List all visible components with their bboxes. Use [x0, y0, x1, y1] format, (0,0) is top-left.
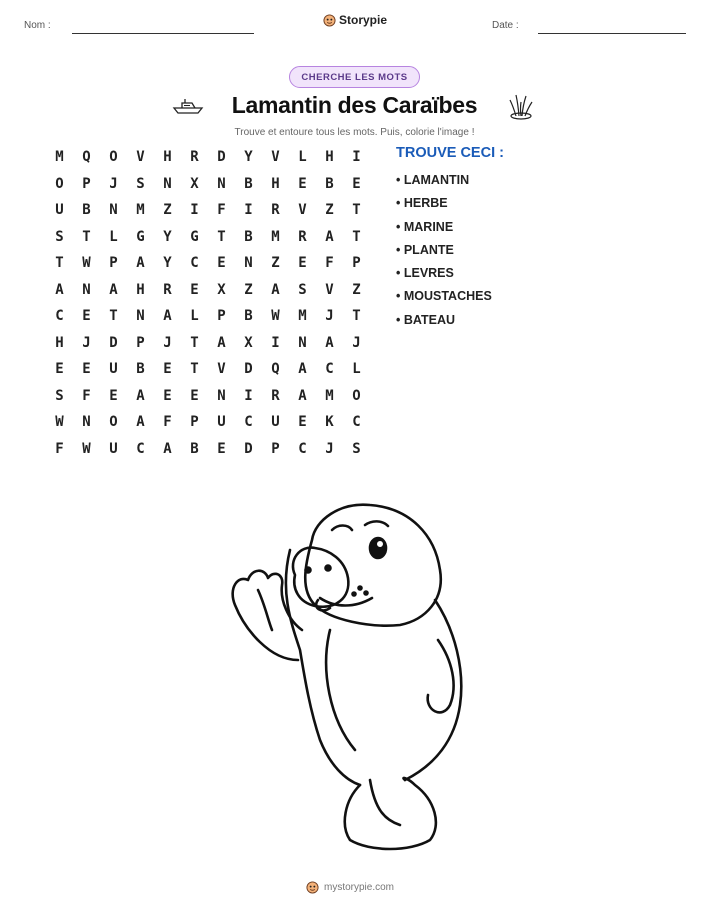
- grid-letter: N: [82, 281, 91, 298]
- grid-letter: E: [298, 255, 307, 271]
- grid-letter: A: [298, 361, 307, 377]
- grid-letter: T: [109, 308, 118, 324]
- grid-letter: I: [271, 334, 280, 351]
- grid-letter: P: [136, 334, 145, 351]
- grid-letter: F: [82, 387, 91, 404]
- grid-letter: U: [109, 361, 118, 377]
- grid-letter: D: [244, 361, 253, 377]
- grid-letter: T: [352, 308, 361, 324]
- storypie-logo-icon: [306, 881, 319, 894]
- grid-letter: M: [271, 228, 280, 245]
- grid-letter: H: [55, 334, 64, 351]
- grid-letter: F: [163, 414, 172, 430]
- grid-letter: H: [163, 149, 172, 165]
- grid-letter: O: [55, 175, 64, 192]
- grid-letter: W: [82, 255, 91, 271]
- grid-letter: D: [109, 334, 118, 351]
- grid-letter: S: [298, 281, 307, 298]
- grid-letter: N: [217, 387, 226, 404]
- grid-letter: C: [325, 361, 334, 377]
- grid-letter: B: [244, 228, 253, 245]
- grid-letter: E: [190, 281, 199, 298]
- grid-letter: R: [271, 202, 280, 218]
- grid-letter: U: [217, 414, 226, 430]
- grid-letter: E: [298, 175, 307, 192]
- word-list-item: • MARINE: [396, 219, 454, 234]
- grid-letter: R: [163, 281, 172, 298]
- grid-letter: V: [136, 149, 145, 165]
- grid-letter: T: [55, 255, 64, 271]
- grid-letter: E: [298, 414, 307, 430]
- grid-letter: O: [109, 149, 118, 165]
- grid-letter: L: [352, 361, 361, 377]
- letter-grid: [46, 146, 370, 464]
- grid-letter: B: [136, 361, 145, 377]
- word-list: [396, 170, 492, 333]
- grid-letter: V: [217, 361, 226, 377]
- grid-letter: R: [271, 387, 280, 404]
- grid-letter: A: [163, 440, 172, 457]
- grid-letter: S: [55, 228, 64, 245]
- grid-letter: M: [55, 149, 64, 165]
- word-list-item: • HERBE: [396, 196, 448, 211]
- grid-letter: J: [82, 334, 91, 351]
- grid-letter: E: [217, 440, 226, 457]
- grid-letter: A: [109, 281, 118, 298]
- grid-letter: R: [190, 149, 199, 165]
- grid-letter: P: [271, 440, 280, 457]
- grid-letter: E: [82, 361, 91, 377]
- grid-letter: Z: [244, 281, 253, 298]
- grid-letter: O: [109, 414, 118, 430]
- grid-letter: Z: [163, 202, 172, 218]
- grid-letter: P: [109, 255, 118, 271]
- grid-letter: Y: [163, 255, 172, 271]
- name-line: [72, 33, 254, 34]
- name-label: Nom :: [24, 20, 51, 31]
- grid-letter: A: [55, 281, 64, 298]
- grid-letter: J: [163, 334, 172, 351]
- grid-letter: A: [325, 228, 334, 245]
- grid-letter: N: [298, 334, 307, 351]
- grid-letter: K: [325, 414, 334, 430]
- grid-letter: Y: [244, 149, 253, 165]
- grid-letter: G: [136, 228, 145, 245]
- grid-letter: X: [217, 281, 226, 298]
- page-title: Lamantin des Caraïbes: [231, 92, 478, 118]
- grid-letter: O: [352, 387, 361, 404]
- grid-letter: M: [136, 202, 145, 218]
- footer-site: mystorypie.com: [324, 882, 395, 893]
- grid-letter: N: [163, 175, 172, 192]
- grid-letter: T: [217, 228, 226, 245]
- grid-letter: E: [352, 175, 361, 192]
- grid-letter: V: [298, 202, 307, 218]
- grid-letter: B: [325, 175, 334, 192]
- grid-letter: E: [163, 361, 172, 377]
- puzzle-type-tag: CHERCHE LES MOTS: [289, 66, 420, 88]
- grid-letter: N: [217, 175, 226, 192]
- grid-letter: A: [136, 255, 145, 271]
- grid-letter: R: [298, 228, 307, 245]
- grid-letter: X: [244, 334, 253, 351]
- grid-letter: M: [298, 308, 307, 324]
- grid-letter: D: [244, 440, 253, 457]
- grid-letter: T: [352, 202, 361, 218]
- instructions: Trouve et entoure tous les mots. Puis, colorie l'image !: [234, 127, 475, 138]
- grid-letter: Q: [82, 149, 91, 165]
- brand-name: Storypie: [339, 13, 388, 27]
- grid-letter: H: [325, 149, 334, 165]
- grid-letter: H: [271, 175, 280, 192]
- grid-letter: H: [136, 281, 145, 298]
- grid-letter: G: [190, 228, 199, 245]
- grid-letter: L: [190, 308, 199, 324]
- grid-letter: E: [55, 361, 64, 377]
- grid-letter: A: [136, 414, 145, 430]
- grid-letter: L: [298, 149, 307, 165]
- grid-letter: S: [55, 387, 64, 404]
- grid-letter: Z: [352, 281, 361, 298]
- grid-letter: S: [352, 440, 361, 457]
- grid-letter: C: [352, 414, 361, 430]
- grid-letter: B: [244, 308, 253, 324]
- grid-letter: E: [217, 255, 226, 271]
- grid-letter: Z: [271, 255, 280, 271]
- grid-letter: E: [190, 387, 199, 404]
- word-list-item: • PLANTE: [396, 242, 454, 257]
- grid-letter: L: [109, 228, 118, 245]
- grid-letter: N: [244, 255, 253, 271]
- word-list-item: • LEVRES: [396, 266, 454, 281]
- grid-letter: P: [82, 175, 91, 192]
- grid-letter: W: [55, 414, 64, 430]
- grid-letter: C: [55, 308, 64, 324]
- grid-letter: T: [82, 228, 91, 245]
- grid-letter: N: [109, 202, 118, 218]
- grid-letter: J: [352, 334, 361, 351]
- grid-letter: V: [325, 281, 334, 298]
- grid-letter: C: [136, 440, 145, 457]
- grid-letter: T: [190, 361, 199, 377]
- grid-letter: B: [82, 202, 91, 218]
- grid-letter: A: [136, 387, 145, 404]
- manatee-coloring-illustration: [220, 480, 490, 860]
- grid-letter: F: [217, 202, 226, 218]
- footer: [306, 881, 394, 894]
- grid-letter: M: [325, 387, 334, 404]
- grid-letter: Q: [271, 361, 280, 377]
- grid-letter: X: [190, 175, 199, 192]
- grid-letter: P: [217, 308, 226, 324]
- grid-letter: J: [109, 175, 118, 192]
- word-list-item: • BATEAU: [396, 312, 456, 327]
- grid-letter: N: [82, 414, 91, 430]
- storypie-logo-icon: [323, 14, 336, 27]
- word-list-item: • MOUSTACHES: [396, 289, 492, 304]
- grid-letter: S: [136, 175, 145, 192]
- grid-letter: V: [271, 149, 280, 165]
- grid-letter: J: [325, 308, 334, 324]
- grid-letter: P: [352, 255, 361, 271]
- date-line: [538, 33, 686, 34]
- brand: [323, 13, 387, 27]
- grid-letter: E: [109, 387, 118, 404]
- grid-letter: D: [217, 149, 226, 165]
- grid-letter: W: [271, 308, 280, 324]
- word-list-heading: TROUVE CECI :: [396, 145, 504, 161]
- date-label: Date :: [492, 20, 519, 31]
- grid-letter: I: [190, 202, 199, 218]
- grid-letter: B: [190, 440, 199, 457]
- grid-letter: E: [163, 387, 172, 404]
- grid-letter: C: [190, 255, 199, 271]
- grid-letter: U: [271, 414, 280, 430]
- grid-letter: T: [190, 334, 199, 351]
- grid-letter: F: [55, 440, 64, 457]
- grid-letter: A: [271, 281, 280, 298]
- grid-letter: T: [352, 228, 361, 245]
- grid-letter: N: [136, 308, 145, 324]
- grid-letter: P: [190, 414, 199, 430]
- grid-letter: C: [244, 414, 253, 430]
- grid-letter: W: [82, 440, 91, 457]
- grid-letter: A: [163, 308, 172, 324]
- grid-letter: A: [217, 334, 226, 351]
- grid-letter: Y: [163, 228, 172, 245]
- grid-letter: A: [298, 387, 307, 404]
- grid-letter: E: [82, 308, 91, 324]
- grid-letter: J: [325, 440, 334, 457]
- grid-letter: A: [325, 334, 334, 351]
- grid-letter: I: [244, 202, 253, 218]
- grid-letter: I: [352, 149, 361, 165]
- seagrass-icon: [507, 92, 535, 120]
- grid-letter: U: [55, 202, 64, 218]
- grid-letter: Z: [325, 202, 334, 218]
- grid-letter: B: [244, 175, 253, 192]
- grid-letter: U: [109, 440, 118, 457]
- grid-letter: C: [298, 440, 307, 457]
- grid-letter: F: [325, 255, 334, 271]
- grid-letter: I: [244, 387, 253, 404]
- word-list-item: • LAMANTIN: [396, 173, 470, 187]
